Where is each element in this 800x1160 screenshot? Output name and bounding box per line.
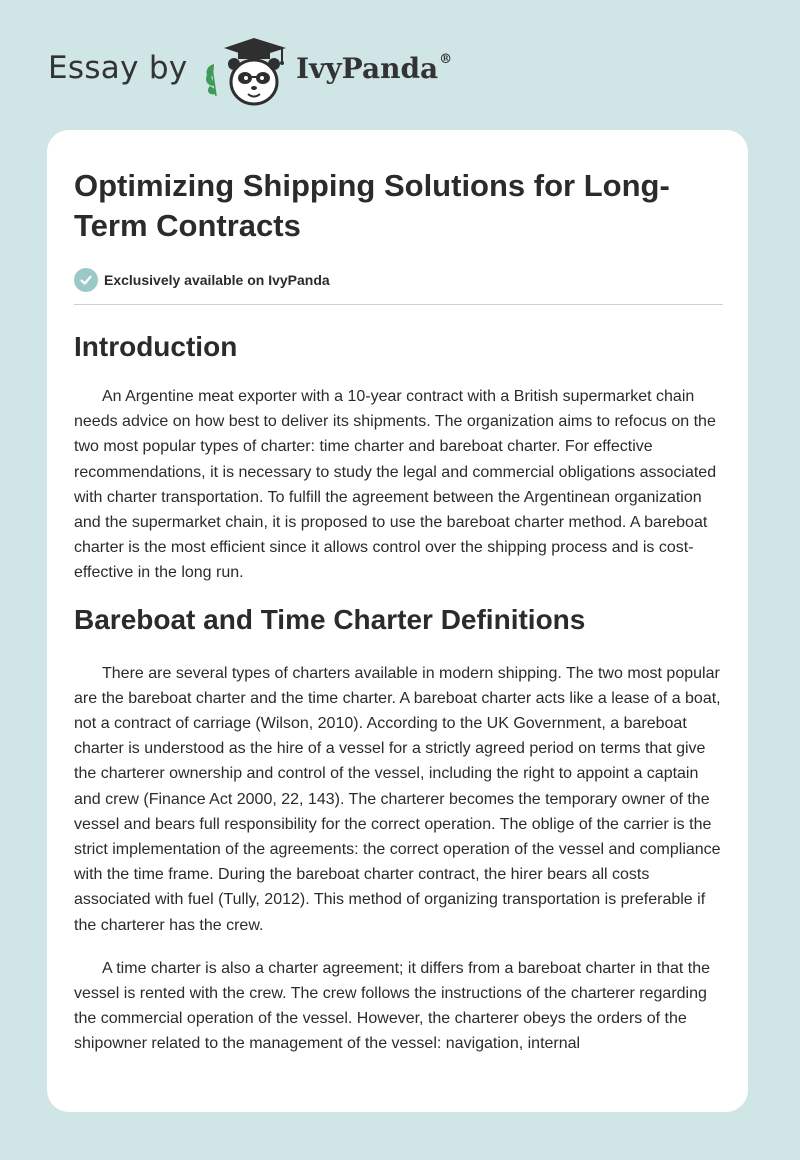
paragraph: A time charter is also a charter agreement; it differs from a bareboat charter in that the vessel is rented with the crew. The crew follows the instructions of the charterer regarding the commercial operation of the vessel. However, the charterer obeys the orders of the shipowner related to the management of the vessel: navigation, internal [74, 959, 710, 1053]
paragraph: An Argentine meat exporter with a 10-year contract with a British supermarket chain needs advice on how best to deliver its shipments. The organization aims to refocus on the two most popular types of charter: time charter and bareboat charter. For effective recommendations, it is necessary to study the legal and commercial obligations associated with charter transportation. To fulfill the agreement between the Argentinean organization and the supermarket chain, it is proposed to use the bareboat charter method. A bareboat charter is the most efficient since it allows control over the shipping process and is cost-effective in the long run. [74, 388, 717, 582]
essay-content [74, 166, 723, 1057]
exclusive-badge [74, 267, 723, 293]
site-header [48, 38, 548, 108]
paragraph: There are several types of charters available in modern shipping. The two most popular are the bareboat charter and the time charter. A bareboat charter acts like a lease of a boat, not a contract of carriage (Wilson, 2010). According to the UK Government, a bareboat charter is understood as the hire of a vessel for a strictly agreed period on terms that give the charterer ownership and control of the vessel, including the right to appoint a captain and crew (Finance Act 2000, 22, 143). The charterer becomes the temporary owner of the vessel and bears full responsibility for the correct operation. The oblige of the carrier is the strict implementation of the agreements: the correct operation of the vessel and compliance with the time frame. During the bareboat charter contract, the hirer bears all costs associated with fuel (Tully, 2012). This method of organizing transportation is preferable if the charterer has the crew. [74, 664, 721, 934]
essay-card [47, 130, 748, 1112]
brand-name[interactable]: IvyPanda® [296, 52, 453, 85]
essay-by-label: Essay by [48, 50, 188, 86]
section-heading-definitions: Bareboat and Time Charter Definitions [74, 603, 586, 635]
exclusive-label: Exclusively available on IvyPanda [104, 272, 330, 288]
ivypanda-logo-icon[interactable] [202, 38, 292, 108]
section-heading-introduction: Introduction [74, 331, 238, 362]
page-title: Optimizing Shipping Solutions for Long-Term Contracts [74, 168, 670, 243]
divider [74, 304, 723, 305]
checkmark-icon [74, 268, 98, 292]
registered-mark: ® [439, 52, 453, 67]
